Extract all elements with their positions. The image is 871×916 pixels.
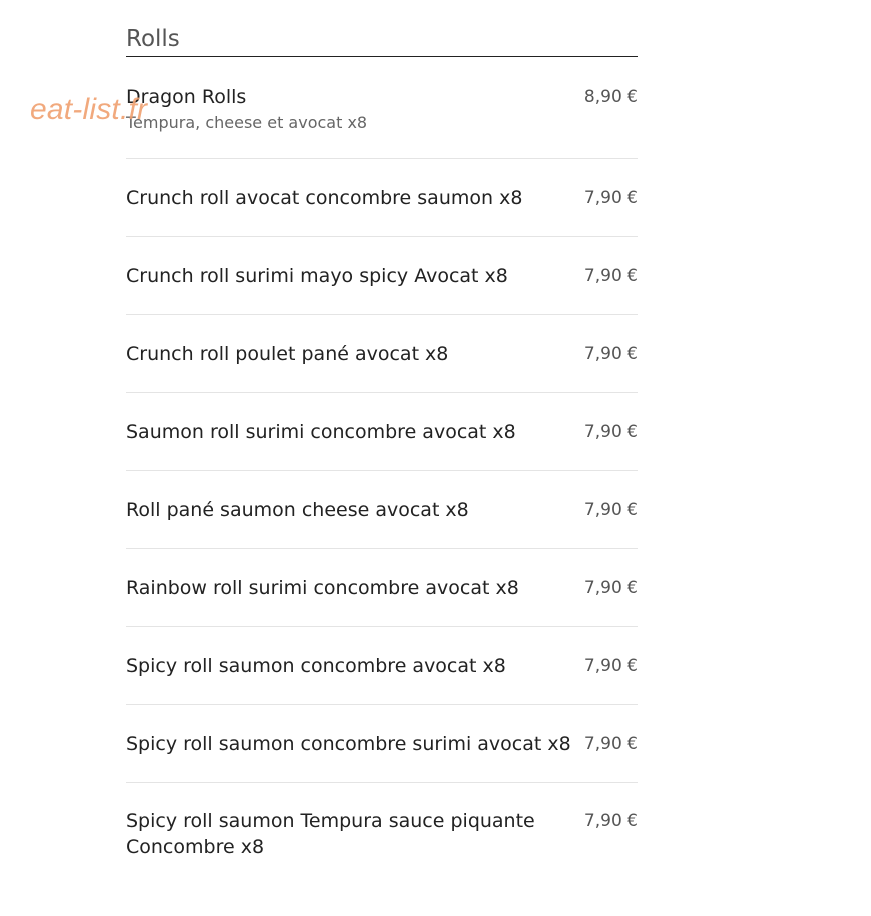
menu-item[interactable] [126,159,638,237]
menu-item-text [126,653,584,679]
menu-item-name: Crunch roll surimi mayo spicy Avocat x8 [126,265,508,287]
menu-item-price: 7,90 € [583,500,638,520]
menu-item[interactable] [126,57,638,159]
menu-item-name: Saumon roll surimi concombre avocat x8 [126,421,516,443]
menu-item[interactable] [126,471,638,549]
menu-section-rolls [126,0,638,860]
menu-item-price: 7,90 € [583,188,638,208]
watermark-logo: eat-list.fr [30,93,148,126]
menu-item-price: 7,90 € [583,734,638,754]
menu-item-name: Crunch roll poulet pané avocat x8 [126,343,449,365]
menu-item-text [126,341,584,367]
menu-item[interactable] [126,393,638,471]
menu-item-text [126,419,584,445]
menu-item-name: Rainbow roll surimi concombre avocat x8 [126,577,519,599]
menu-item-list [126,57,638,860]
menu-item-price: 7,90 € [583,656,638,676]
menu-item[interactable] [126,783,638,860]
menu-item-price: 7,90 € [583,266,638,286]
menu-item-text [126,84,584,136]
menu-item[interactable] [126,315,638,393]
menu-item-price: 7,90 € [583,344,638,364]
menu-item-text [126,731,584,757]
menu-item-name: Spicy roll saumon concombre avocat x8 [126,655,506,677]
menu-item-text [126,575,584,601]
menu-item[interactable] [126,705,638,783]
section-title: Rolls [126,0,638,57]
menu-item-price: 7,90 € [583,578,638,598]
menu-item-price: 7,90 € [583,422,638,442]
menu-item-description: Tempura, cheese et avocat x8 [126,113,368,132]
menu-item-name: Spicy roll saumon Tempura sauce piquante Concombre x8 [126,810,535,858]
menu-item-name: Spicy roll saumon concombre surimi avocat x8 [126,733,571,755]
menu-item-name: Dragon Rolls [126,86,247,108]
menu-item[interactable] [126,549,638,627]
menu-item-text [126,263,584,289]
menu-item-text [126,185,584,211]
menu-item-text [126,497,584,523]
menu-item-price: 7,90 € [583,811,638,831]
menu-item[interactable] [126,237,638,315]
menu-item-name: Crunch roll avocat concombre saumon x8 [126,187,523,209]
menu-item-text [126,808,584,860]
menu-item[interactable] [126,627,638,705]
menu-item-price: 8,90 € [583,87,638,107]
menu-item-name: Roll pané saumon cheese avocat x8 [126,499,469,521]
